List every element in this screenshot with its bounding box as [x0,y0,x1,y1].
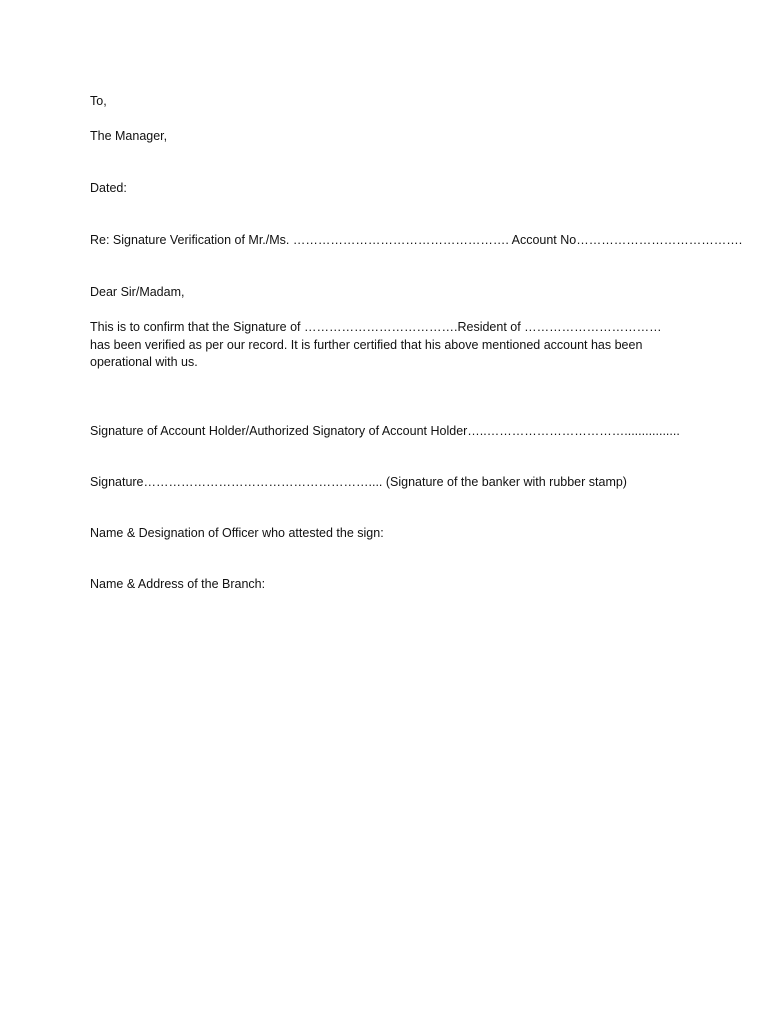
salutation-to: To, [90,94,107,108]
branch-address-line: Name & Address of the Branch: [90,577,266,591]
officer-name-line: Name & Designation of Officer who attested the sign: [90,526,384,540]
greeting: Dear Sir/Madam, [90,285,185,299]
dated-label: Dated: [90,181,127,195]
holder-signature-line: Signature of Account Holder/Authorized Signatory of Account Holder…..……………………………................ [90,424,680,438]
body-paragraph: This is to confirm that the Signature of ……………………………….Resident of ……………………………has been verified as per our record. It is further certified that his above mentioned account has been operational with us. [90,320,662,369]
banker-signature-line: Signature……………………………………………….... (Signature of the banker with rubber stamp) [90,475,627,489]
subject-line: Re: Signature Verification of Mr./Ms. ……………………………………………. Account No…………………………………. [90,233,743,247]
recipient: The Manager, [90,129,168,143]
